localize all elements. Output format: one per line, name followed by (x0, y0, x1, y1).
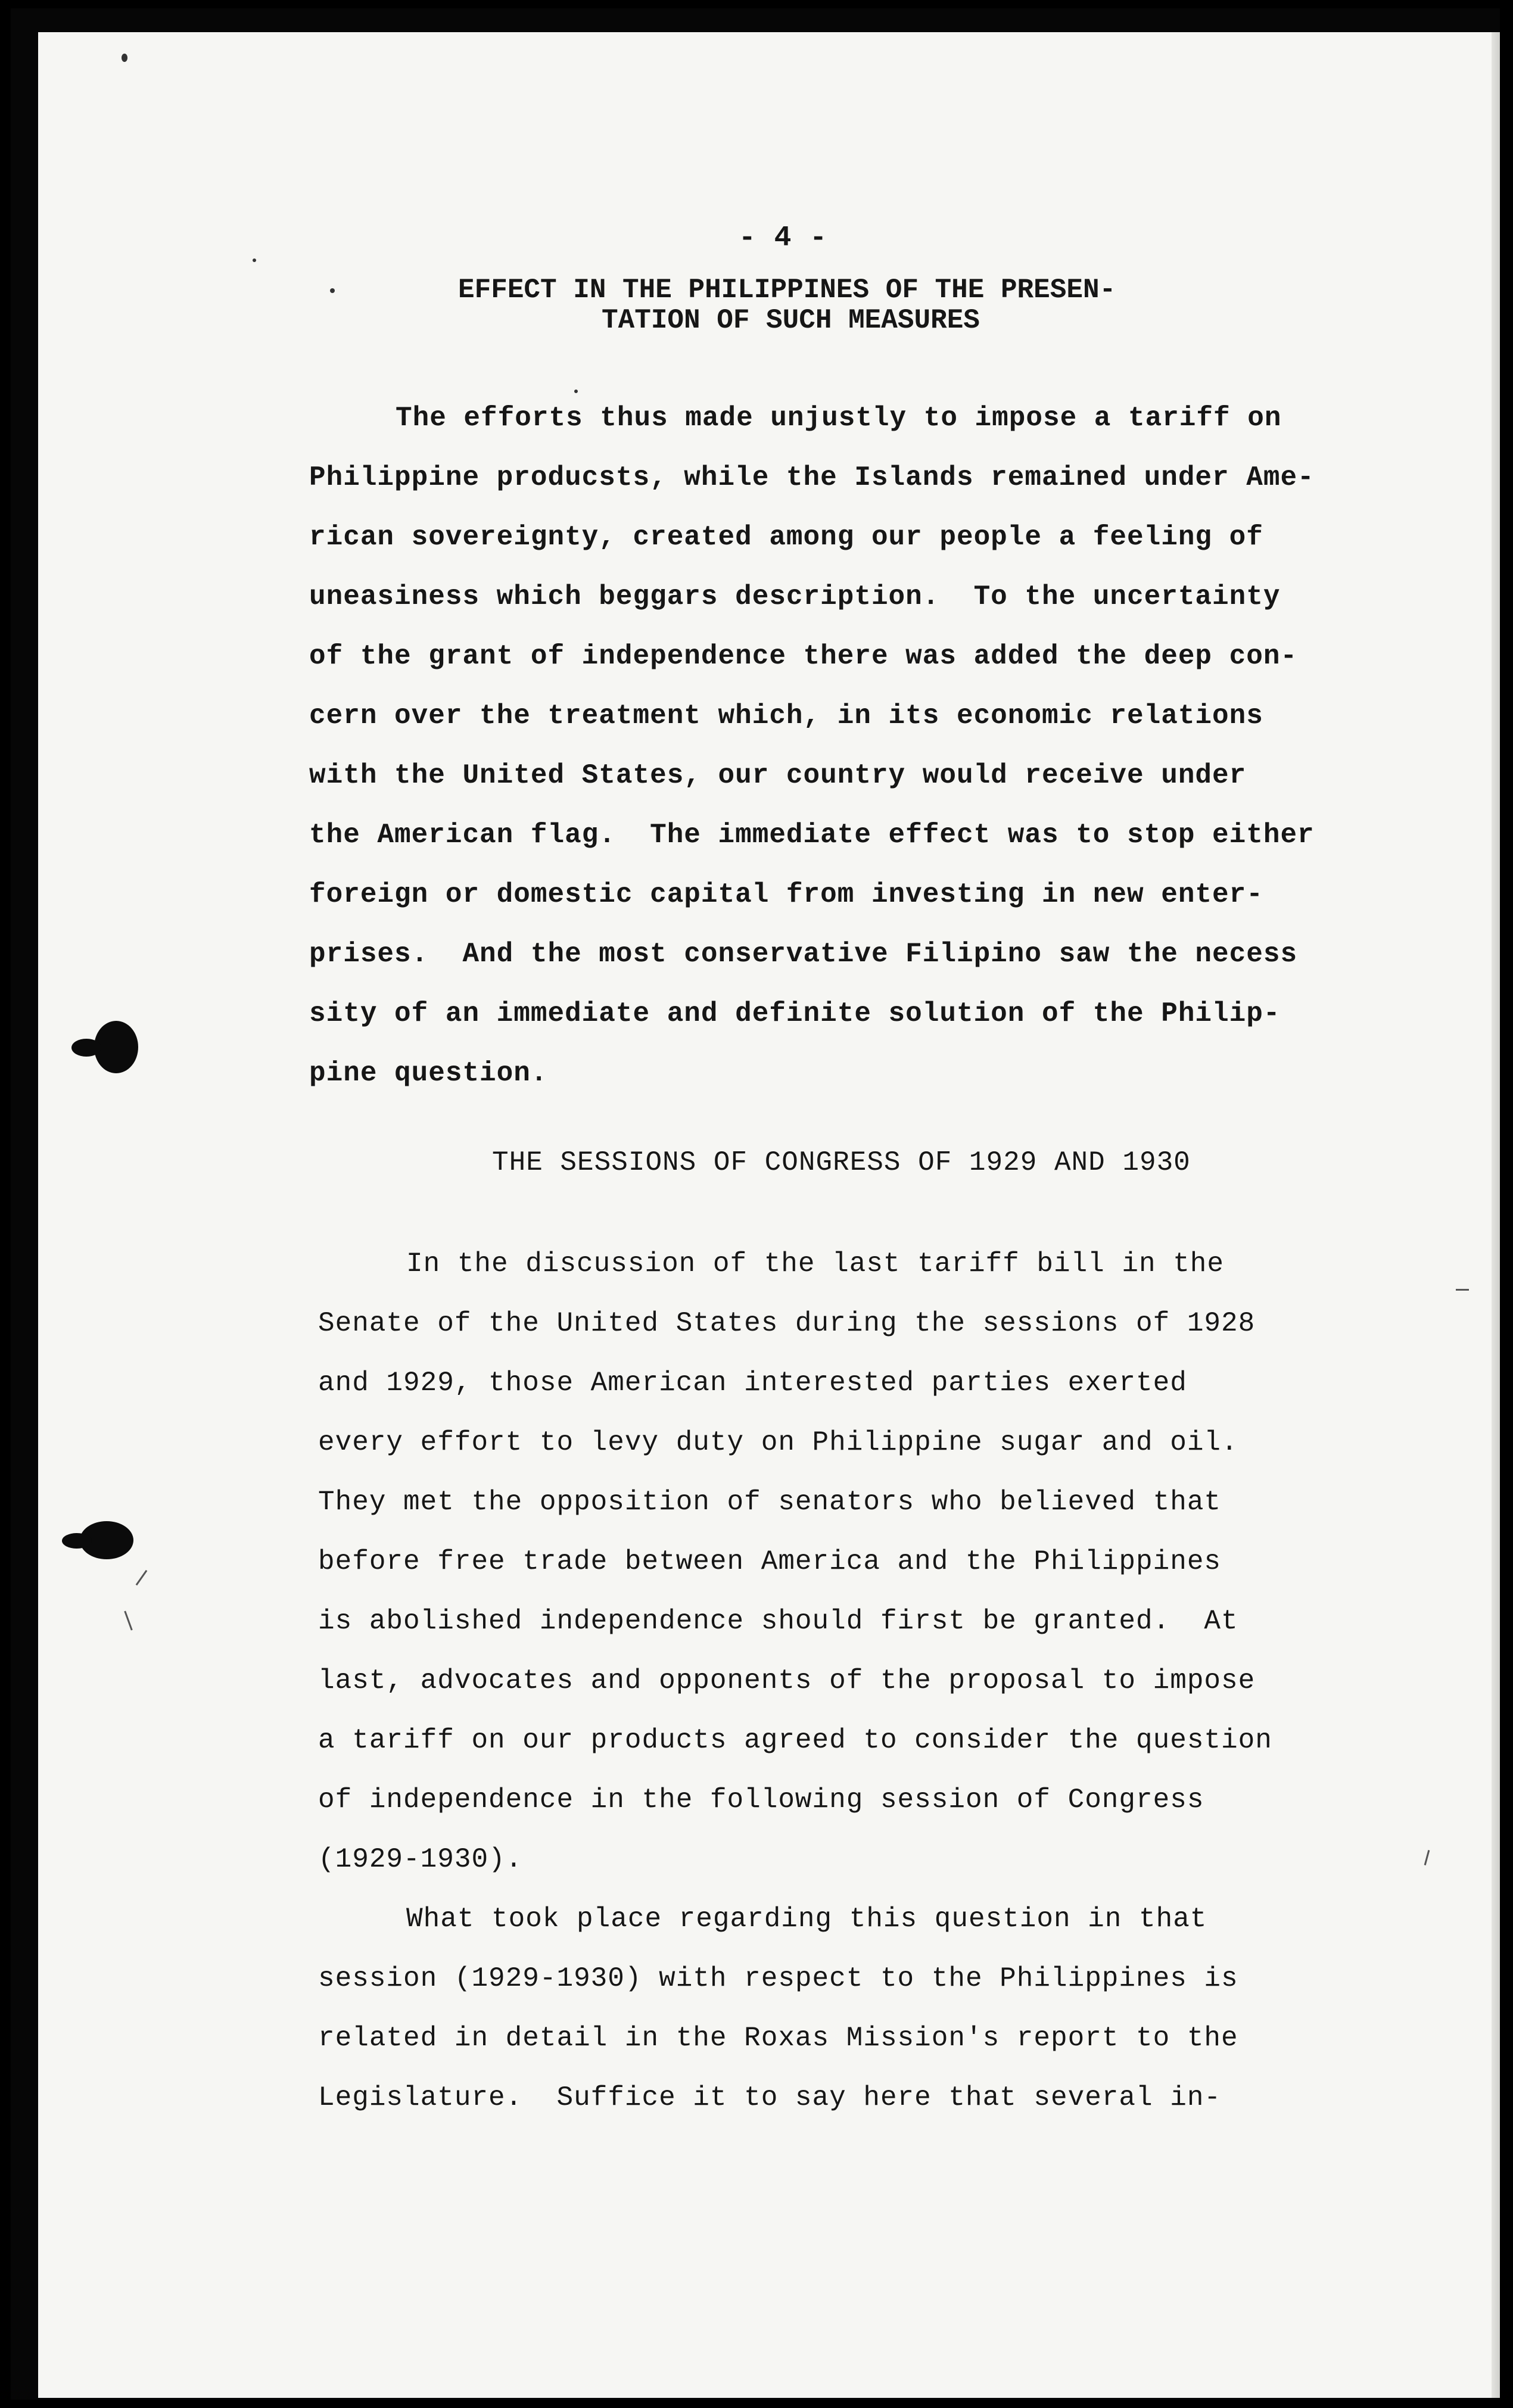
paragraph-1-line: pine question. (309, 1058, 548, 1089)
paragraph-1-line: foreign or domestic capital from investing in new enter- (309, 879, 1263, 910)
scan-speck (574, 390, 578, 393)
paragraph-3-line: Legislature. Suffice it to say here that several in- (318, 2082, 1222, 2113)
paragraph-1-line: uneasiness which beggars description. To the uncertainty (309, 581, 1281, 612)
paragraph-3-line: session (1929-1930) with respect to the Philippines is (318, 1963, 1238, 1994)
heading-line-1: EFFECT IN THE PHILIPPINES OF THE PRESEN- (458, 275, 1116, 306)
paragraph-1-line: with the United States, our country would receive under (309, 760, 1247, 791)
paragraph-2-line: before free trade between America and the Philippines (318, 1546, 1222, 1577)
heading-line-2: TATION OF SUCH MEASURES (602, 305, 980, 336)
paragraph-2-line: last, advocates and opponents of the proposal to impose (318, 1665, 1256, 1696)
scan-speck (122, 54, 127, 62)
page-number: - 4 - (739, 222, 828, 254)
paragraph-2-line: is abolished independence should first be granted. At (318, 1606, 1238, 1637)
paragraph-1-line: cern over the treatment which, in its economic relations (309, 700, 1263, 731)
paragraph-2-line: a tariff on our products agreed to consider the question (318, 1725, 1272, 1756)
scan-speck (330, 288, 335, 293)
paragraph-1-line: The efforts thus made unjustly to impose a tariff on (396, 403, 1282, 434)
scan-speck (136, 1570, 148, 1585)
paragraph-1-line: rican sovereignty, created among our people a feeling of (309, 522, 1263, 553)
scan-speck (1424, 1850, 1430, 1865)
paragraph-2-line: Senate of the United States during the sessions of 1928 (318, 1308, 1256, 1339)
paragraph-1-line: the American flag. The immediate effect was to stop either (309, 820, 1315, 851)
punch-hole-mark (71, 1039, 101, 1057)
paragraph-1-line: of the grant of independence there was added the deep con- (309, 641, 1298, 672)
section-heading: THE SESSIONS OF CONGRESS OF 1929 AND 1930 (492, 1147, 1191, 1178)
scan-speck (124, 1611, 132, 1631)
paragraph-2-line: In the discussion of the last tariff bill in the (406, 1248, 1225, 1279)
paragraph-2-line: (1929-1930). (318, 1844, 523, 1875)
paragraph-1-line: prises. And the most conservative Filipino saw the necess (309, 939, 1298, 970)
paragraph-2-line: and 1929, those American interested parties exerted (318, 1367, 1187, 1398)
scan-speck (253, 258, 256, 262)
scan-speck (1456, 1289, 1469, 1291)
punch-hole-mark (62, 1533, 92, 1549)
paragraph-2-line: every effort to levy duty on Philippine sugar and oil. (318, 1427, 1238, 1458)
paragraph-1-line: Philippine producsts, while the Islands remained under Ame- (309, 462, 1315, 493)
scan-frame (11, 8, 1500, 2400)
paragraph-3-line: related in detail in the Roxas Mission's report to the (318, 2023, 1238, 2054)
paragraph-2-line: They met the opposition of senators who believed that (318, 1487, 1222, 1518)
document-page (38, 32, 1500, 2398)
paragraph-3-line: What took place regarding this question in that (406, 1904, 1207, 1935)
paragraph-1-line: sity of an immediate and definite solution of the Philip- (309, 998, 1281, 1029)
paragraph-2-line: of independence in the following session of Congress (318, 1784, 1204, 1815)
